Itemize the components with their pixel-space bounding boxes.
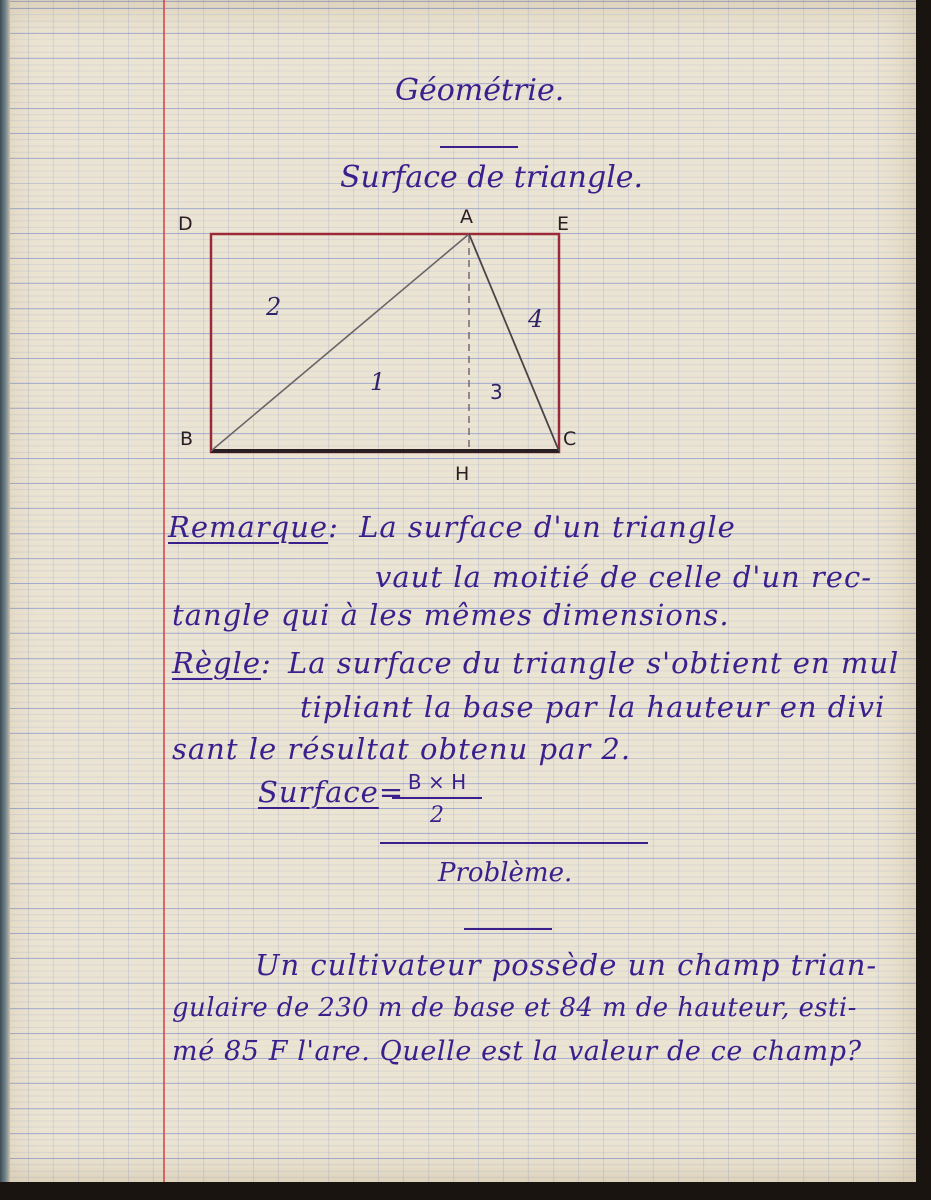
- probleme-line-2: gulaire de 230 m de base et 84 m de hauteur, esti-: [172, 993, 857, 1023]
- region-1-label: 1: [370, 368, 386, 396]
- regle-label: Règle: [172, 646, 261, 680]
- remarque-line-2: vaut la moitié de celle d'un rec-: [375, 560, 872, 594]
- point-h-label: H: [455, 463, 470, 485]
- probleme-line-3: mé 85 F l'are. Quelle est la valeur de ce champ?: [172, 1036, 862, 1067]
- side-ba: [211, 234, 469, 451]
- triangle-figure: [0, 0, 916, 500]
- probleme-divider-top: [380, 842, 648, 844]
- remarque-label: Remarque: [168, 510, 329, 544]
- page-title: Géométrie.: [395, 73, 565, 108]
- probleme-line-1: Un cultivateur possède un champ trian-: [255, 948, 878, 982]
- remarque-colon: :: [328, 510, 339, 544]
- point-a-label: A: [460, 206, 473, 228]
- formula-numerator: B × H: [392, 770, 482, 799]
- formula-surface-label: Surface: [258, 775, 379, 809]
- remarque-line-1: La surface d'un triangle: [359, 510, 736, 544]
- regle-line-3: sant le résultat obtenu par 2.: [172, 732, 632, 766]
- page-subtitle: Surface de triangle.: [340, 160, 644, 195]
- point-e-label: E: [557, 213, 570, 235]
- regle-paragraph: [172, 646, 899, 680]
- rectangle-dbce: [211, 234, 559, 452]
- side-ac: [469, 234, 559, 451]
- formula-denominator: 2: [430, 803, 444, 828]
- region-3-label: 3: [490, 380, 503, 404]
- regle-line-1: La surface du triangle s'obtient en mul: [288, 646, 900, 680]
- regle-colon: :: [261, 646, 272, 680]
- formula-equals: =: [378, 775, 405, 809]
- point-b-label: B: [180, 428, 194, 450]
- remarque-paragraph: [168, 510, 736, 544]
- regle-line-2: tipliant la base par la hauteur en divi: [300, 690, 886, 724]
- remarque-line-3: tangle qui à les mêmes dimensions.: [172, 598, 730, 632]
- formula-fraction: [392, 770, 482, 828]
- region-2-label: 2: [266, 293, 282, 321]
- probleme-title: Problème.: [438, 858, 573, 888]
- region-4-label: 4: [528, 305, 544, 333]
- probleme-divider-bottom: [464, 928, 552, 930]
- formula-label: [258, 775, 404, 809]
- point-d-label: D: [178, 213, 193, 235]
- point-c-label: C: [563, 428, 577, 450]
